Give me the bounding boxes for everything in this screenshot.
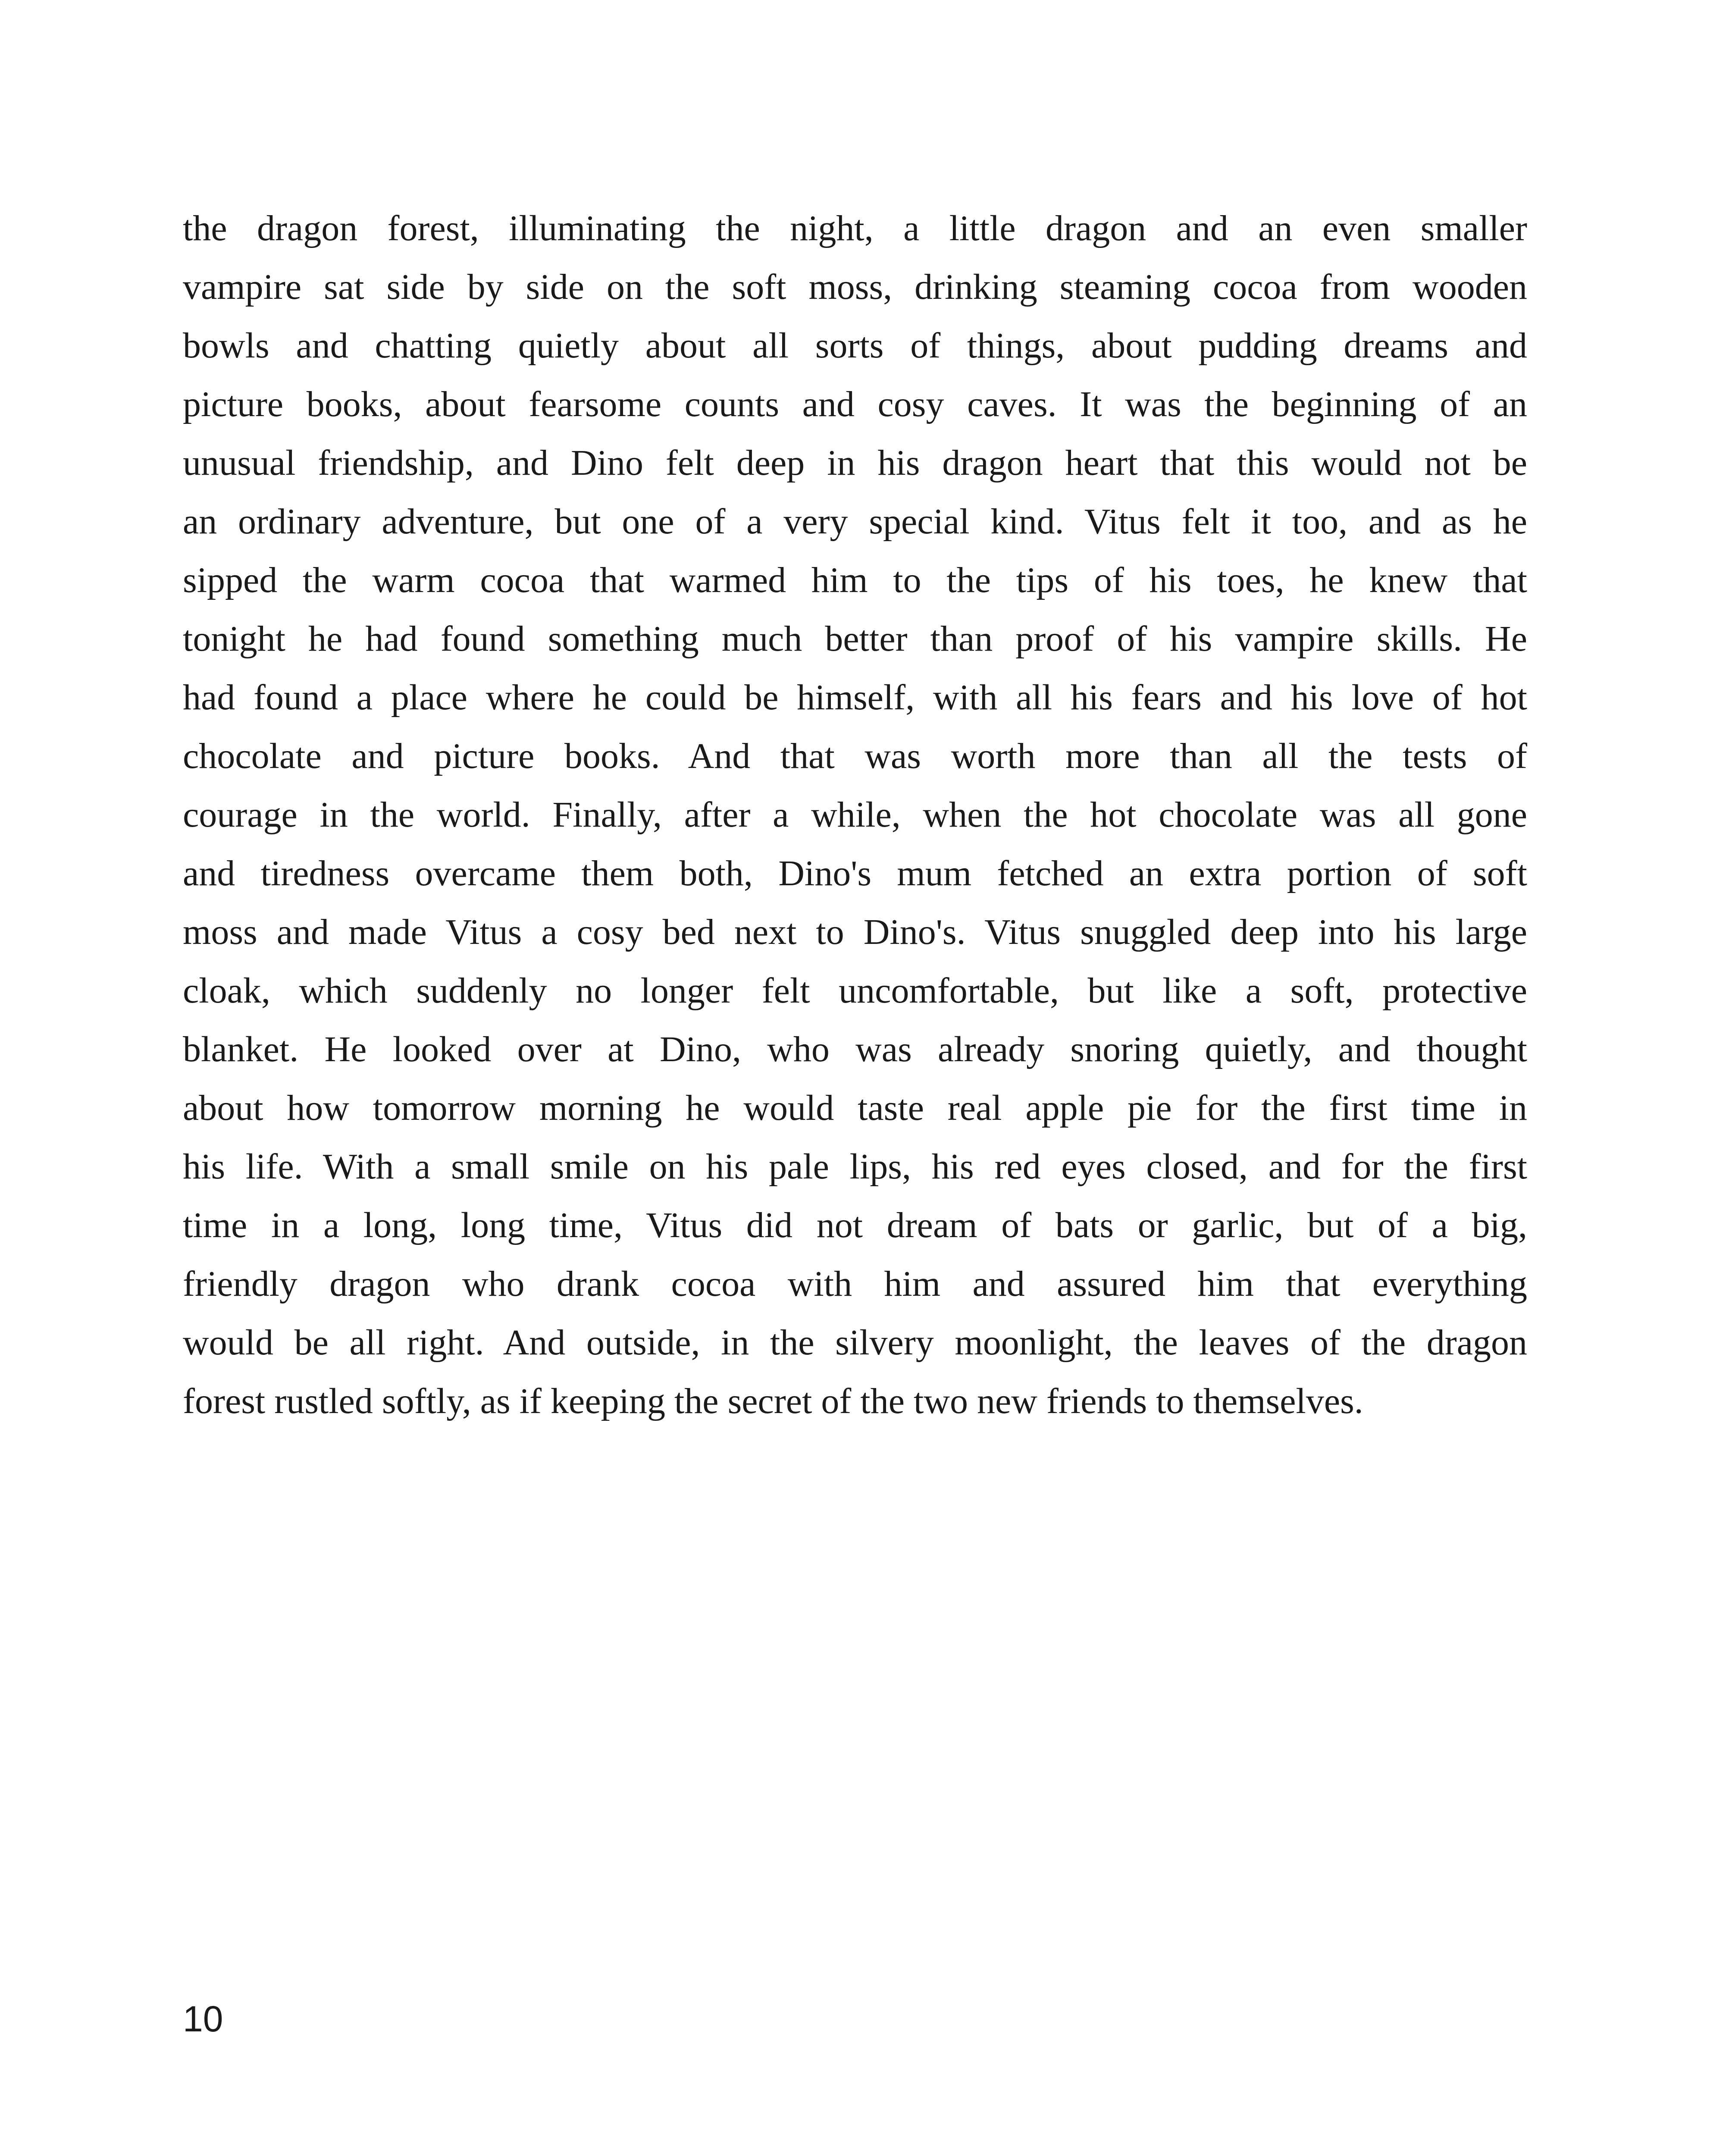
paragraph-line: an ordinary adventure, but one of a very special kind. Vitus felt it too, and as he (183, 501, 1527, 542)
paragraph-line: blanket. He looked over at Dino, who was already snoring quietly, and thought (183, 1029, 1527, 1069)
paragraph-line: courage in the world. Finally, after a while, when the hot chocolate was all gone (183, 795, 1527, 835)
paragraph-line: sipped the warm cocoa that warmed him to the tips of his toes, he knew that (183, 560, 1527, 600)
paragraph-line: vampire sat side by side on the soft moss, drinking steaming cocoa from wooden (183, 267, 1527, 307)
paragraph-line: friendly dragon who drank cocoa with him and assured him that everything (183, 1264, 1527, 1304)
story-paragraph (183, 199, 1527, 1431)
paragraph-line: bowls and chatting quietly about all sorts of things, about pudding dreams and (183, 326, 1527, 366)
paragraph-line: tonight he had found something much better than proof of his vampire skills. He (183, 619, 1527, 659)
paragraph-line: moss and made Vitus a cosy bed next to Dino's. Vitus snuggled deep into his large (183, 912, 1527, 952)
paragraph-line: and tiredness overcame them both, Dino's mum fetched an extra portion of soft (183, 853, 1527, 893)
paragraph-line: the dragon forest, illuminating the night, a little dragon and an even smaller (183, 208, 1527, 248)
paragraph-line: his life. With a small smile on his pale lips, his red eyes closed, and for the first (183, 1147, 1527, 1187)
paragraph-line: picture books, about fearsome counts and cosy caves. It was the beginning of an (183, 384, 1527, 424)
paragraph-line: unusual friendship, and Dino felt deep in his dragon heart that this would not be (183, 443, 1527, 483)
paragraph-line: about how tomorrow morning he would taste real apple pie for the first time in (183, 1088, 1527, 1128)
page-number: 10 (183, 1999, 223, 2039)
paragraph-line: chocolate and picture books. And that was worth more than all the tests of (183, 736, 1527, 776)
paragraph-line: time in a long, long time, Vitus did not dream of bats or garlic, but of a big, (183, 1205, 1527, 1245)
paragraph-line: had found a place where he could be himself, with all his fears and his love of hot (183, 677, 1527, 718)
paragraph-line: forest rustled softly, as if keeping the secret of the two new friends to themselves. (183, 1381, 1363, 1421)
paragraph-line: cloak, which suddenly no longer felt uncomfortable, but like a soft, protective (183, 971, 1527, 1011)
paragraph-line: would be all right. And outside, in the silvery moonlight, the leaves of the dragon (183, 1322, 1527, 1363)
